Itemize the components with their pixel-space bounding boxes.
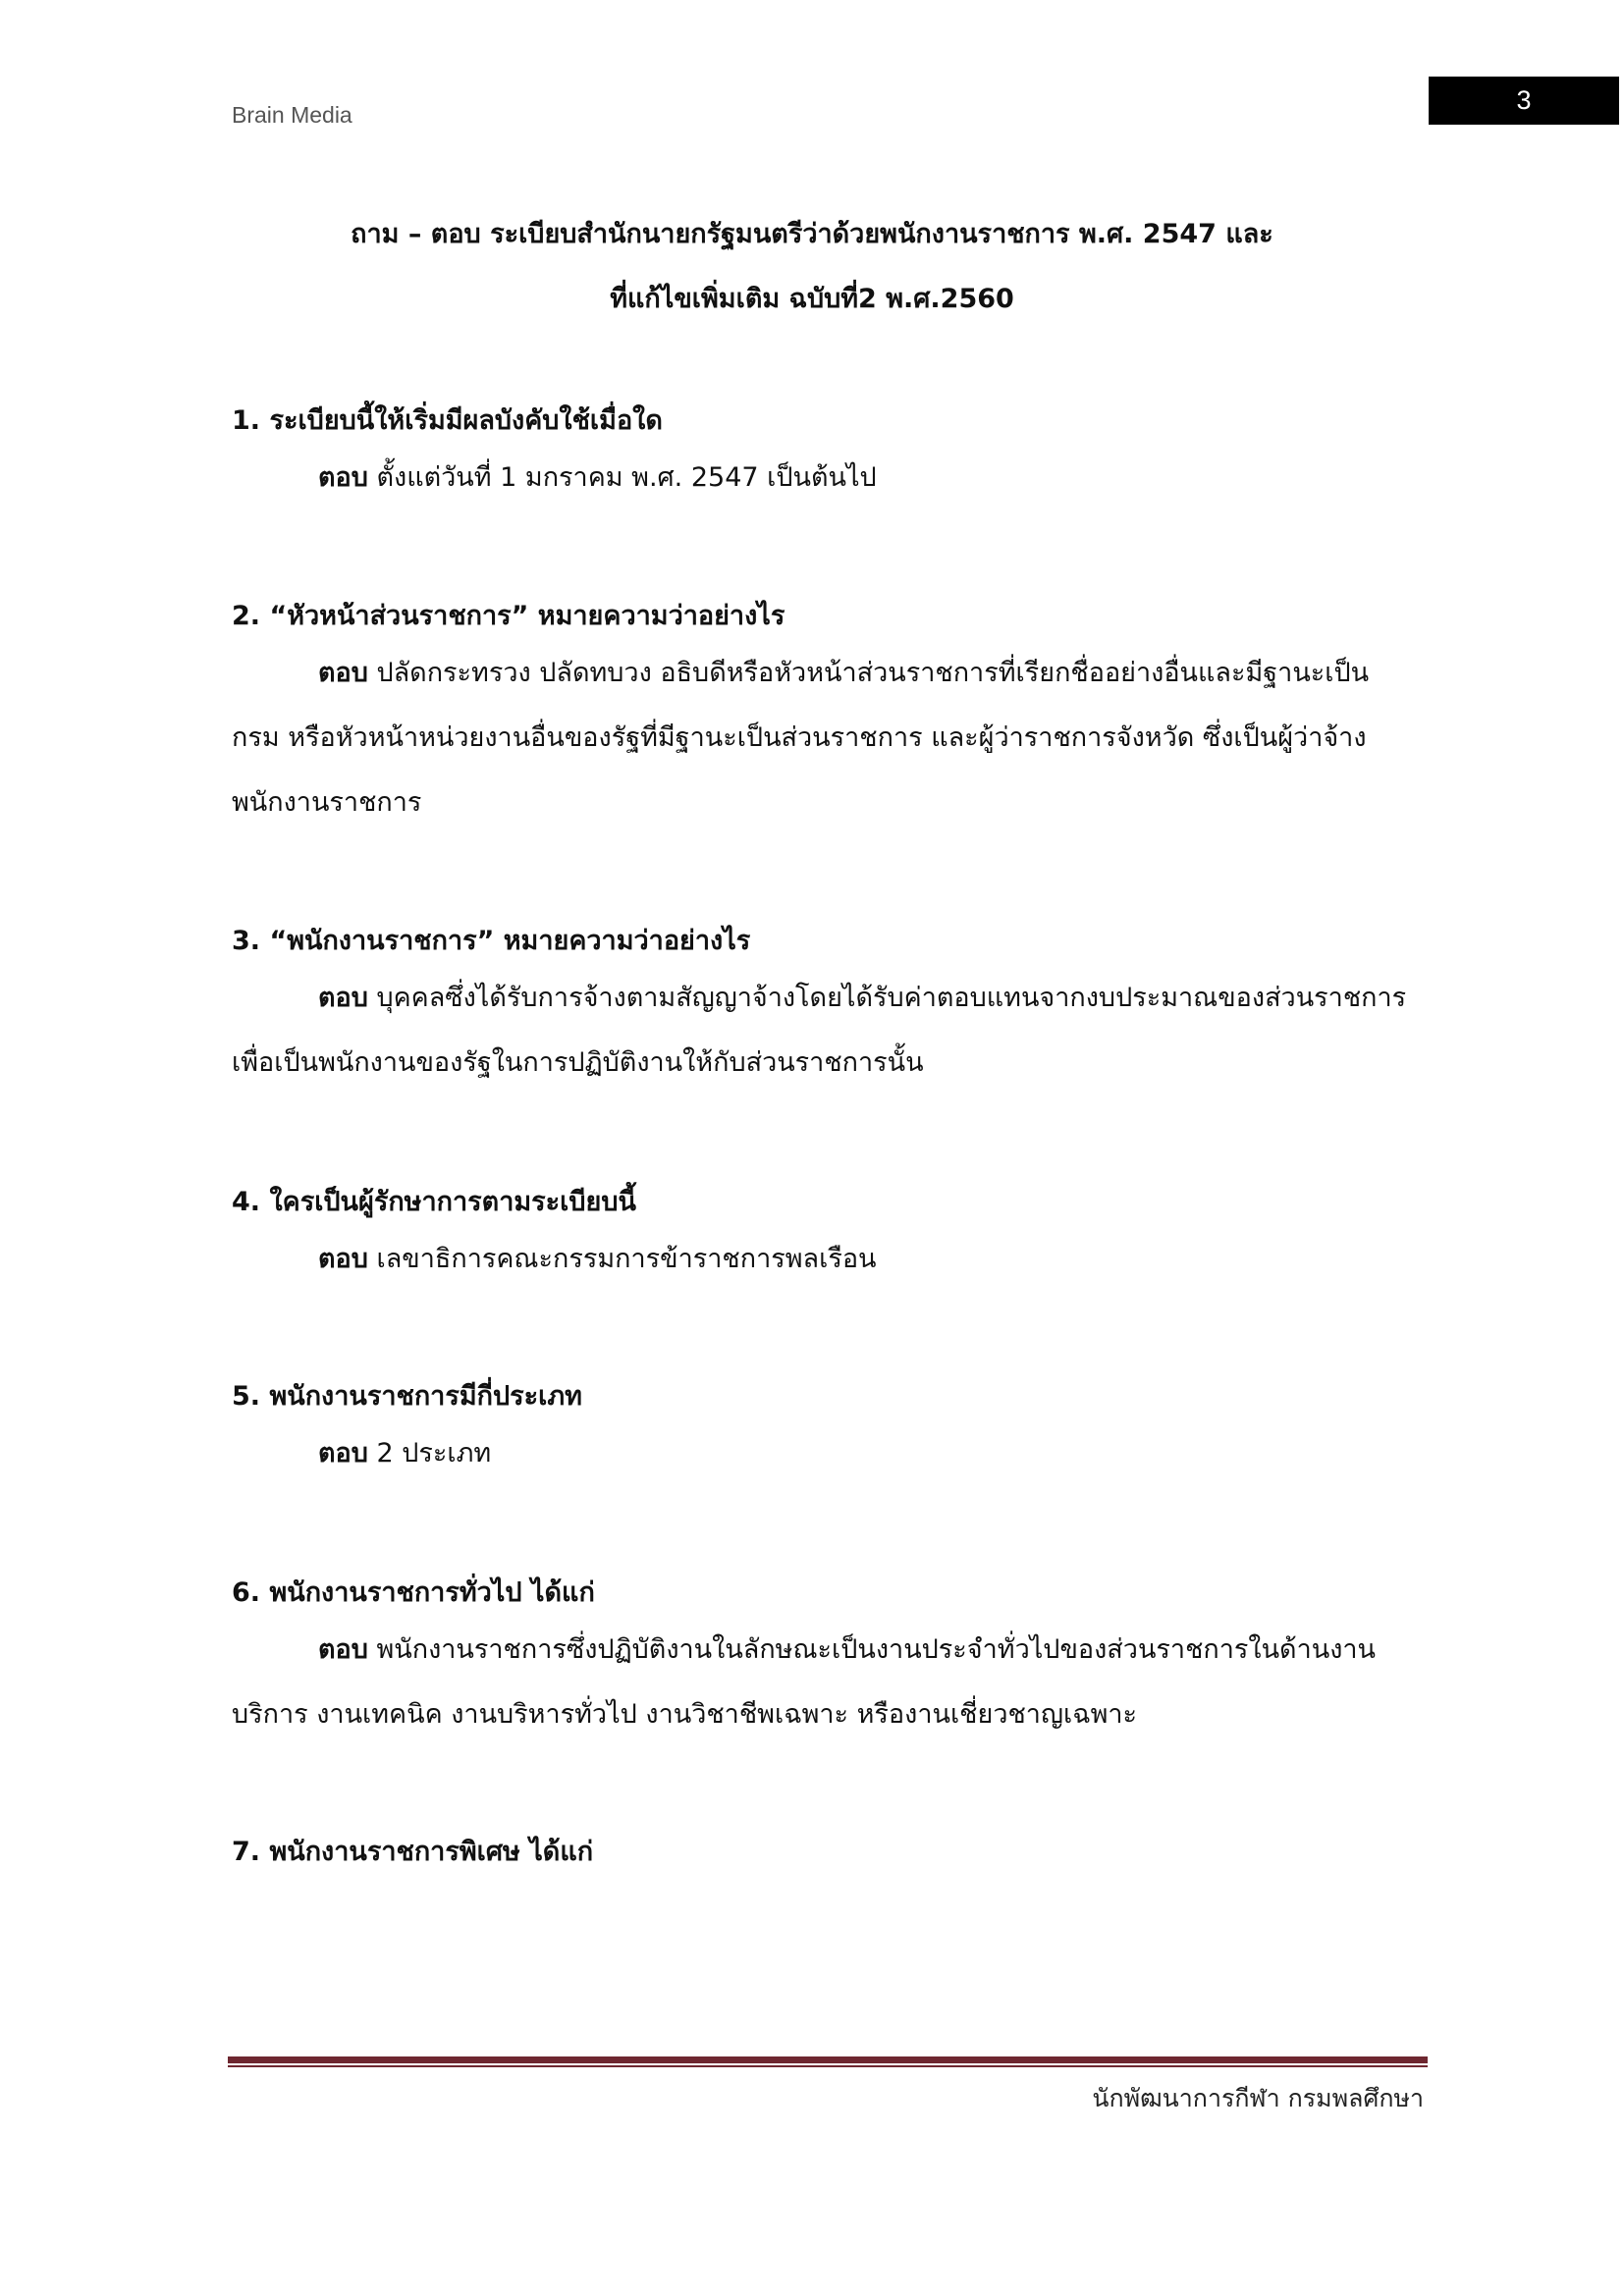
page-number-box bbox=[1429, 77, 1619, 125]
question-3: 3. “พนักงานราชการ” หมายความว่าอย่างไร bbox=[232, 926, 751, 956]
answer-label: ตอบ bbox=[318, 1244, 368, 1274]
answer-label: ตอบ bbox=[318, 1634, 368, 1665]
answer-3-line-1 bbox=[232, 966, 1410, 1031]
footer-rule bbox=[228, 2056, 1428, 2063]
question-5: 5. พนักงานราชการมีกี่ประเภท bbox=[232, 1381, 582, 1412]
answer-label: ตอบ bbox=[318, 462, 368, 493]
answer-text: ตั้งแต่วันที่ 1 มกราคม พ.ศ. 2547 เป็นต้นไป bbox=[376, 462, 877, 493]
answer-4-line-1 bbox=[232, 1227, 1410, 1292]
answer-label: ตอบ bbox=[318, 983, 368, 1013]
answer-text: 2 ประเภท bbox=[376, 1438, 492, 1468]
answer-1-line-1 bbox=[232, 446, 1410, 510]
footer-rule-thin bbox=[228, 2065, 1428, 2067]
qa-item-6 bbox=[232, 1569, 1410, 1747]
answer-3-line-2: เพื่อเป็นพนักงานของรัฐในการปฏิบัติงานให้กับส่วนราชการนั้น bbox=[232, 1047, 924, 1078]
answer-text: พนักงานราชการซึ่งปฏิบัติงานในลักษณะเป็นงานประจำทั่วไปของส่วนราชการในด้านงาน bbox=[376, 1634, 1376, 1665]
question-1: 1. ระเบียบนี้ให้เริ่มมีผลบังคับใช้เมื่อใด bbox=[232, 405, 663, 436]
answer-6-line-2: บริการ งานเทคนิค งานบริหารทั่วไป งานวิชาชีพเฉพาะ หรืองานเชี่ยวชาญเฉพาะ bbox=[232, 1699, 1138, 1730]
answer-2-line-2: กรม หรือหัวหน้าหน่วยงานอื่นของรัฐที่มีฐานะเป็นส่วนราชการ และผู้ว่าราชการจังหวัด ซึ่งเป็นผู้ว่าจ้าง bbox=[232, 722, 1367, 753]
answer-6-line-1 bbox=[232, 1618, 1410, 1682]
qa-item-1 bbox=[232, 397, 1410, 510]
page-number: 3 bbox=[1516, 85, 1532, 115]
title-line-2: ที่แก้ไขเพิ่มเติม ฉบับที่2 พ.ศ.2560 bbox=[610, 284, 1014, 314]
answer-5-line-1 bbox=[232, 1421, 1410, 1486]
question-7: 7. พนักงานราชการพิเศษ ได้แก่ bbox=[232, 1837, 594, 1867]
footer-text: นักพัฒนาการกีฬา กรมพลศึกษา bbox=[1092, 2084, 1424, 2112]
qa-item-5 bbox=[232, 1372, 1410, 1486]
question-6: 6. พนักงานราชการทั่วไป ได้แก่ bbox=[232, 1577, 595, 1608]
answer-text: ปลัดกระทรวง ปลัดทบวง อธิบดีหรือหัวหน้าส่วนราชการที่เรียกชื่ออย่างอื่นและมีฐานะเป็น bbox=[376, 658, 1370, 688]
answer-2-line-1 bbox=[232, 641, 1410, 706]
qa-item-3 bbox=[232, 917, 1410, 1095]
question-4: 4. ใครเป็นผู้รักษาการตามระเบียบนี้ bbox=[232, 1187, 636, 1217]
answer-text: บุคคลซึ่งได้รับการจ้างตามสัญญาจ้างโดยได้รับค่าตอบแทนจากงบประมาณของส่วนราชการ bbox=[376, 983, 1407, 1013]
answer-label: ตอบ bbox=[318, 658, 368, 688]
title-line-1: ถาม – ตอบ ระเบียบสำนักนายกรัฐมนตรีว่าด้วยพนักงานราชการ พ.ศ. 2547 และ bbox=[351, 219, 1273, 249]
header-brand: Brain Media bbox=[232, 102, 352, 128]
question-2: 2. “หัวหน้าส่วนราชการ” หมายความว่าอย่างไร bbox=[232, 601, 785, 631]
answer-label: ตอบ bbox=[318, 1438, 368, 1468]
qa-item-2 bbox=[232, 592, 1410, 835]
answer-text: เลขาธิการคณะกรรมการข้าราชการพลเรือน bbox=[376, 1244, 877, 1274]
document-title bbox=[232, 202, 1392, 332]
qa-item-7 bbox=[232, 1828, 1410, 1877]
answer-2-line-3: พนักงานราชการ bbox=[232, 787, 422, 818]
qa-item-4 bbox=[232, 1178, 1410, 1292]
